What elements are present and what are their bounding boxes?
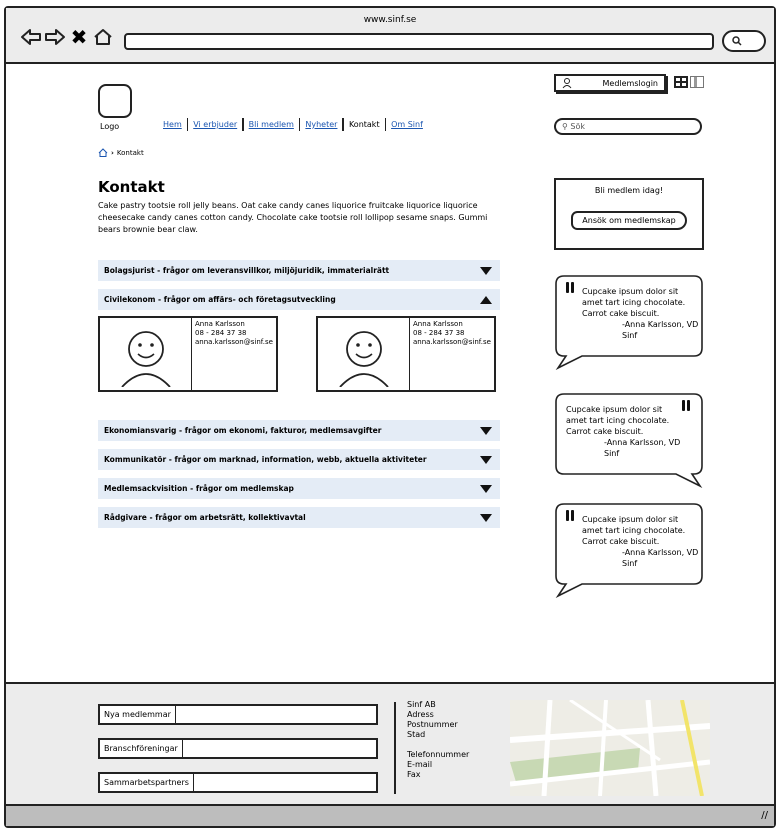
- accordion-item[interactable]: [98, 260, 500, 281]
- browser-search-icon[interactable]: [722, 30, 766, 52]
- footer-address: [407, 700, 469, 780]
- contact-name: Anna Karlsson: [195, 320, 245, 328]
- quote-icon: [566, 282, 574, 293]
- footer-link-sammarbetspartners[interactable]: [98, 772, 378, 793]
- chevron-down-icon: [480, 514, 492, 522]
- contact-phone: 08 - 284 37 38: [413, 329, 465, 337]
- accordion-label: Rådgivare - frågor om arbetsrätt, kollektivavtal: [104, 513, 306, 522]
- footer-link-label: Nya medlemmar: [100, 706, 176, 723]
- accordion-label: Bolagsjurist - frågor om leveransvillkor, miljöjuridik, immaterialrätt: [104, 266, 390, 275]
- close-icon[interactable]: ✖: [70, 25, 88, 49]
- accordion-item[interactable]: [98, 478, 500, 499]
- nav-vi-erbjuder[interactable]: Vi erbjuder: [193, 120, 238, 129]
- become-member-title: Bli medlem idag!: [594, 186, 664, 195]
- contact-email[interactable]: anna.karlsson@sinf.se: [195, 338, 273, 346]
- quote-author: -Anna Karlsson, VD Sinf: [604, 438, 681, 458]
- contact-card: [316, 316, 496, 392]
- chevron-down-icon: [480, 485, 492, 493]
- quote-text: Cupcake ipsum dolor sit amet tart icing chocolate. Carrot cake biscuit.: [582, 515, 686, 546]
- flag-english-icon[interactable]: [690, 76, 704, 88]
- nav-om-sinf[interactable]: Om Sinf: [391, 120, 423, 129]
- accordion-item[interactable]: [98, 289, 500, 310]
- member-login-label: Medlemslogin: [602, 78, 658, 88]
- accordion-item[interactable]: [98, 449, 500, 470]
- address-spacer: [407, 740, 469, 750]
- chevron-up-icon: [480, 296, 492, 304]
- testimonial: [554, 392, 702, 472]
- logo[interactable]: [98, 84, 132, 118]
- contact-card: [98, 316, 278, 392]
- chevron-down-icon: [480, 267, 492, 275]
- breadcrumb: [98, 148, 144, 157]
- footer-divider: [394, 702, 396, 794]
- accordion-label: Medlemsackvisition - frågor om medlemskap: [104, 484, 294, 493]
- contact-email[interactable]: anna.karlsson@sinf.se: [413, 338, 491, 346]
- address-street: Adress: [407, 710, 434, 719]
- search-placeholder: Sök: [570, 122, 586, 131]
- address-company: Sinf AB: [407, 700, 436, 709]
- footer-link-label: Branschföreningar: [100, 740, 183, 757]
- browser-url: www.sinf.se: [363, 15, 417, 25]
- accordion-item[interactable]: [98, 420, 500, 441]
- accordion-label: Ekonomiansvarig - frågor om ekonomi, fakturor, medlemsavgifter: [104, 426, 382, 435]
- avatar: [318, 318, 410, 390]
- footer-link-label: Sammarbetspartners: [100, 774, 194, 791]
- address-fax: Fax: [407, 770, 421, 779]
- contact-name: Anna Karlsson: [413, 320, 463, 328]
- testimonial: [554, 274, 702, 354]
- accordion-item[interactable]: [98, 507, 500, 528]
- quote-icon: [566, 510, 574, 521]
- quote-text: Cupcake ipsum dolor sit amet tart icing chocolate. Carrot cake biscuit.: [582, 287, 686, 318]
- home-icon[interactable]: [92, 26, 114, 48]
- apply-membership-button[interactable]: Ansök om medlemskap: [571, 211, 686, 230]
- address-phone: Telefonnummer: [407, 750, 470, 759]
- page-content: [6, 66, 774, 682]
- chevron-right-icon: ›: [111, 148, 114, 157]
- resize-grip-icon[interactable]: //: [761, 810, 768, 821]
- status-bar: [6, 804, 774, 826]
- back-icon[interactable]: [20, 26, 42, 48]
- main-nav: [158, 118, 428, 131]
- member-login-button[interactable]: [554, 74, 666, 92]
- nav-hem[interactable]: Hem: [163, 120, 182, 129]
- chevron-down-icon: [480, 456, 492, 464]
- quote-author: -Anna Karlsson, VD Sinf: [622, 548, 699, 568]
- breadcrumb-home-icon[interactable]: [98, 148, 108, 157]
- footer: [6, 682, 774, 804]
- address-email[interactable]: E-mail: [407, 760, 433, 769]
- address-postcode: Postnummer: [407, 720, 458, 729]
- quote-author: -Anna Karlsson, VD Sinf: [622, 320, 699, 340]
- testimonial: [554, 502, 702, 582]
- search-icon: ⚲: [562, 122, 571, 131]
- intro-text: Cake pastry tootsie roll jelly beans. Oat cake candy canes liquorice fruitcake liquorice liquorice cheesecake candy canes cotton candy. Chocolate cake tootsie roll lollipop sesame snaps. Gummi bears brownie bear claw.: [98, 201, 488, 234]
- chevron-down-icon: [480, 427, 492, 435]
- accordion-label: Civilekonom - frågor om affärs- och företagsutveckling: [104, 295, 336, 304]
- accordion-label: Kommunikatör - frågor om marknad, information, webb, aktuella aktiviteter: [104, 455, 427, 464]
- contact-phone: 08 - 284 37 38: [195, 329, 247, 337]
- address-city: Stad: [407, 730, 426, 739]
- flag-swedish-icon[interactable]: [674, 76, 688, 88]
- avatar: [100, 318, 192, 390]
- browser-chrome: [6, 8, 774, 64]
- footer-link-nya-medlemmar[interactable]: [98, 704, 378, 725]
- address-bar[interactable]: [124, 33, 714, 50]
- user-icon: [562, 77, 574, 89]
- forward-icon[interactable]: [44, 26, 66, 48]
- logo-label: Logo: [100, 122, 120, 131]
- search-input[interactable]: [554, 118, 702, 135]
- map[interactable]: [510, 700, 710, 796]
- nav-nyheter[interactable]: Nyheter: [305, 120, 338, 129]
- browser-window: [4, 6, 776, 828]
- nav-kontakt[interactable]: Kontakt: [348, 120, 380, 129]
- page-title: Kontakt: [98, 178, 165, 196]
- become-member-box: [554, 178, 704, 250]
- footer-link-branschforeningar[interactable]: [98, 738, 378, 759]
- nav-bli-medlem[interactable]: Bli medlem: [248, 120, 294, 129]
- breadcrumb-current: Kontakt: [116, 148, 144, 157]
- quote-text: Cupcake ipsum dolor sit amet tart icing chocolate. Carrot cake biscuit.: [566, 405, 670, 436]
